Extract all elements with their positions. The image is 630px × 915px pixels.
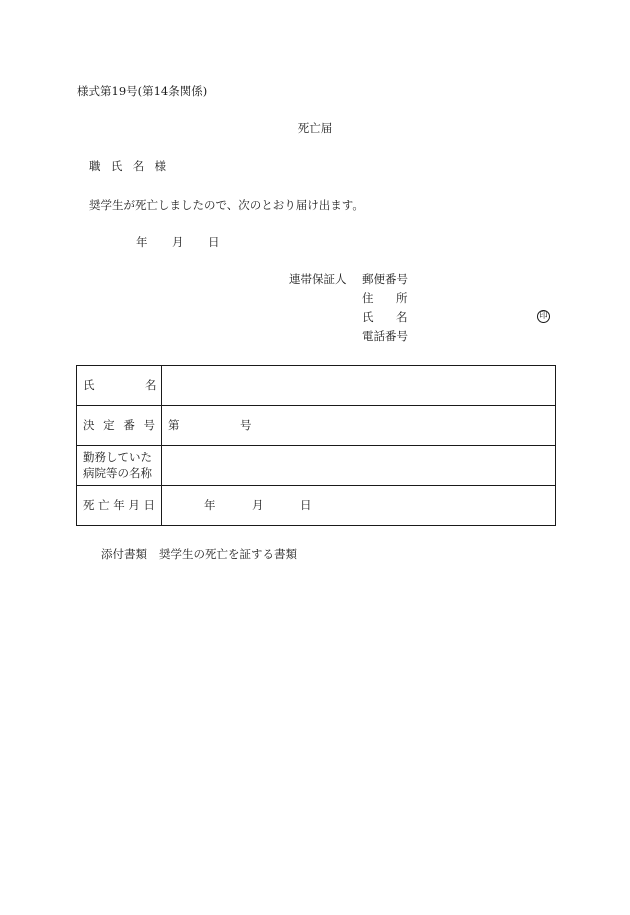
- death-date-year: 年: [204, 497, 216, 512]
- name-char-2: 名: [145, 377, 157, 392]
- death-date-label: 死亡年月日: [77, 486, 162, 526]
- statement-text: 奨学生が死亡しましたので、次のとおり届け出ます。: [89, 198, 364, 212]
- death-date-day: 日: [300, 497, 312, 512]
- hospital-name-label: [77, 446, 162, 486]
- decision-number-prefix: 第: [168, 417, 180, 432]
- name-value-cell[interactable]: [162, 366, 556, 406]
- decision-number-label: 決定番号: [77, 406, 162, 446]
- hospital-label-line-1: 勤務していた: [83, 449, 152, 464]
- name-char-1: 氏: [83, 377, 95, 392]
- decision-number-suffix: 号: [240, 417, 252, 432]
- attachments-line: [101, 549, 297, 561]
- death-date-value-cell[interactable]: [162, 486, 556, 526]
- submission-date-year: 年: [136, 235, 148, 249]
- hospital-name-value-cell[interactable]: [162, 446, 556, 486]
- guarantor-role: 連帯保証人: [289, 272, 347, 286]
- attachments-content: 奨学生の死亡を証する書類: [159, 547, 297, 561]
- info-table: [76, 365, 556, 526]
- decision-number-value-cell[interactable]: [162, 406, 556, 446]
- table-row: [77, 366, 556, 406]
- table-row: [77, 406, 556, 446]
- guarantor-postal-code-label: 郵便番号: [362, 272, 408, 286]
- attachments-label: 添付書類: [101, 547, 147, 561]
- addressee: 職氏名様: [89, 159, 177, 173]
- table-row: [77, 486, 556, 526]
- name-label-char-2: 名: [396, 310, 408, 324]
- name-label-char-1: 氏: [362, 310, 374, 324]
- document-title: 死亡届: [297, 121, 333, 135]
- name-cell-label: [77, 366, 162, 406]
- form-number: 様式第19号(第14条関係): [77, 84, 208, 98]
- seal-mark: 印: [537, 310, 550, 323]
- death-date-month: 月: [252, 497, 264, 512]
- guarantor-phone-label: 電話番号: [362, 329, 408, 343]
- hospital-label-line-2: 病院等の名称: [83, 465, 152, 480]
- submission-date-month: 月: [172, 235, 184, 249]
- submission-date-day: 日: [208, 235, 220, 249]
- address-label-char-1: 住: [362, 291, 374, 305]
- table-row: [77, 446, 556, 486]
- address-label-char-2: 所: [396, 291, 408, 305]
